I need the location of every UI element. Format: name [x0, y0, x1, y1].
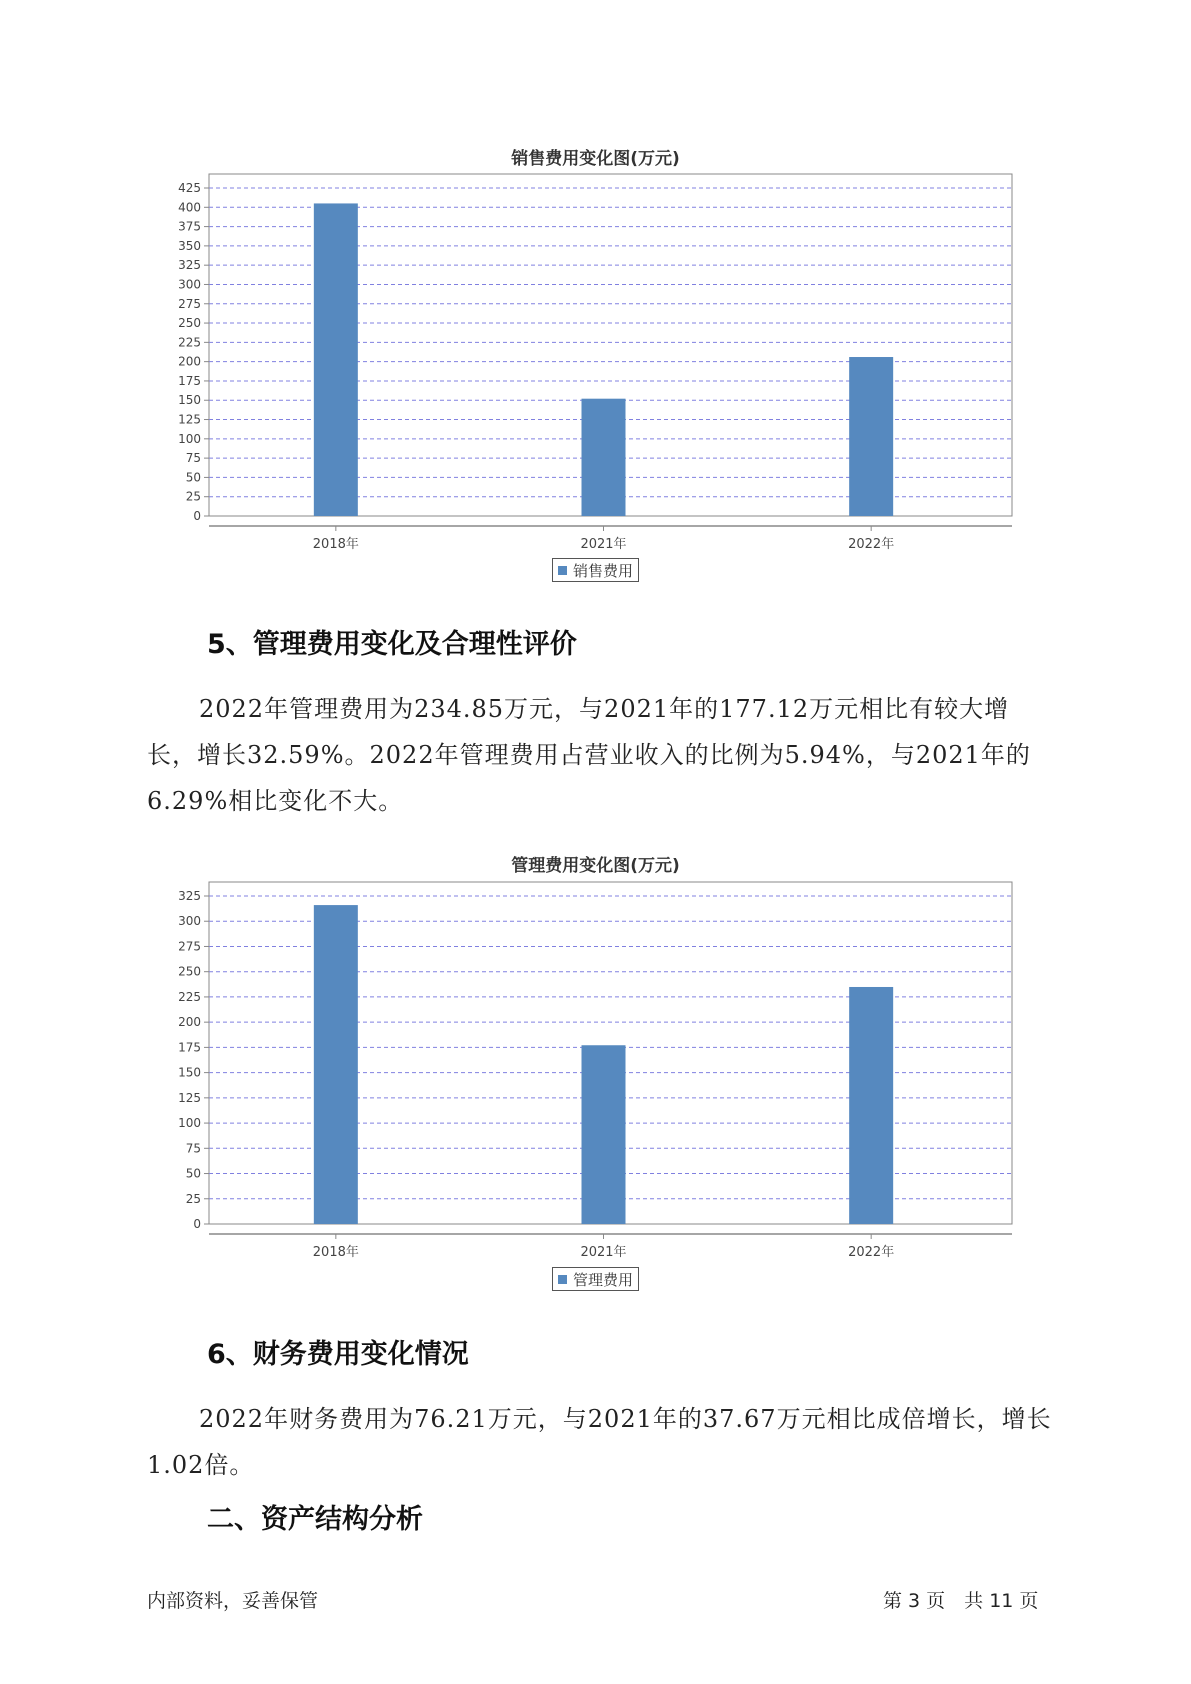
bar	[582, 399, 626, 516]
y-tick-label: 75	[185, 451, 201, 466]
y-tick-label: 250	[178, 964, 201, 979]
y-tick-label: 100	[178, 431, 201, 446]
footer-page-number: 第 3 页 共 11 页	[883, 1590, 1039, 1612]
y-tick-label: 400	[178, 200, 201, 215]
y-tick-label: 125	[178, 1090, 201, 1105]
y-tick-label: 75	[185, 1141, 201, 1156]
y-tick-label: 300	[178, 277, 201, 292]
legend-swatch	[558, 1275, 567, 1284]
finance-expense-heading: 6、财务费用变化情况	[207, 1339, 469, 1370]
sales-expense-chart	[0, 170, 1191, 550]
mgmt-expense-chart	[0, 878, 1191, 1258]
asset-structure-heading: 二、资产结构分析	[207, 1504, 423, 1535]
y-tick-label: 325	[178, 889, 201, 903]
y-tick-label: 175	[178, 1040, 201, 1055]
y-tick-label: 425	[178, 181, 201, 195]
finance-expense-paragraph: 2022年财务费用为76.21万元，与2021年的37.67万元相比成倍增长，增长1.02倍。	[147, 1405, 1052, 1479]
y-tick-label: 25	[185, 1191, 201, 1206]
mgmt-expense-heading: 5、管理费用变化及合理性评价	[207, 629, 577, 660]
y-tick-label: 25	[185, 489, 201, 504]
mgmt-chart-legend	[552, 1267, 639, 1291]
y-tick-label: 200	[178, 1015, 201, 1030]
sales-chart-title: 销售费用变化图(万元)	[511, 149, 680, 169]
legend-swatch	[558, 566, 567, 575]
x-tick-label: 2021年	[580, 1245, 627, 1258]
y-tick-label: 150	[178, 1065, 201, 1080]
y-tick-label: 350	[178, 238, 201, 253]
bar	[849, 987, 893, 1224]
y-tick-label: 125	[178, 412, 201, 427]
legend-label: 管理费用	[573, 1270, 634, 1289]
mgmt-expense-paragraph: 2022年管理费用为234.85万元，与2021年的177.12万元相比有较大增长，增长32.59%。2022年管理费用占营业收入的比例为5.94%，与2021年的6.29%相比变化不大。	[147, 695, 1031, 815]
y-tick-label: 325	[178, 258, 201, 273]
sales-chart-legend	[552, 558, 639, 582]
y-tick-label: 275	[178, 296, 201, 311]
y-tick-label: 250	[178, 316, 201, 331]
y-tick-label: 0	[193, 1217, 201, 1231]
y-tick-label: 275	[178, 939, 201, 954]
x-tick-label: 2022年	[848, 537, 895, 550]
y-tick-label: 50	[185, 470, 201, 485]
x-tick-label: 2021年	[580, 537, 627, 550]
y-tick-label: 175	[178, 373, 201, 388]
x-tick-label: 2022年	[848, 1245, 895, 1258]
y-tick-label: 50	[185, 1166, 201, 1181]
y-tick-label: 200	[178, 354, 201, 369]
y-tick-label: 150	[178, 393, 201, 408]
y-tick-label: 0	[193, 509, 201, 523]
y-tick-label: 300	[178, 914, 201, 929]
mgmt-chart-title: 管理费用变化图(万元)	[511, 856, 680, 876]
x-tick-label: 2018年	[312, 1245, 359, 1258]
bar	[314, 905, 358, 1224]
legend-label: 销售费用	[573, 561, 634, 580]
y-tick-label: 225	[178, 335, 201, 350]
bar	[582, 1045, 626, 1224]
bar	[314, 203, 358, 516]
footer-confidential-note: 内部资料，妥善保管	[147, 1590, 319, 1612]
bar	[849, 357, 893, 516]
y-tick-label: 375	[178, 219, 201, 234]
y-tick-label: 225	[178, 989, 201, 1004]
x-tick-label: 2018年	[312, 537, 359, 550]
y-tick-label: 100	[178, 1116, 201, 1131]
